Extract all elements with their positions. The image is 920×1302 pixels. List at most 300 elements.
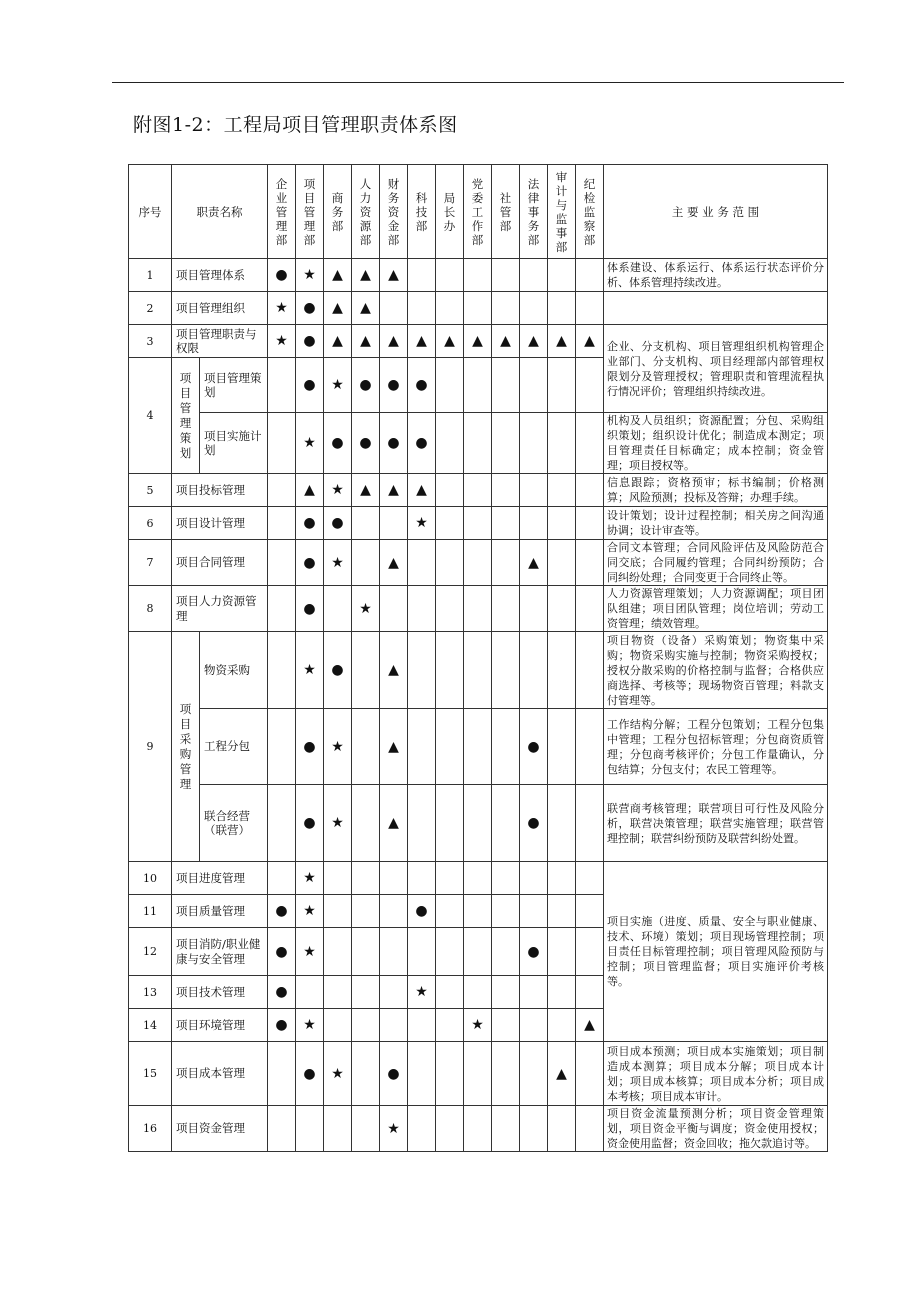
mark-cell xyxy=(464,413,492,474)
row-name: 项目消防/职业健康与安全管理 xyxy=(172,928,268,976)
mark-cell xyxy=(352,1042,380,1106)
row-name: 项目管理体系 xyxy=(172,259,268,292)
mark-cell xyxy=(520,976,548,1009)
row-scope: 人力资源管理策划；人力资源调配；项目团队组建；项目团队管理；岗位培训；劳动工资管理；绩效管理。 xyxy=(604,586,828,632)
mark-cell xyxy=(380,292,408,325)
mark-cell xyxy=(296,976,324,1009)
mark-cell xyxy=(324,586,352,632)
row-name: 项目质量管理 xyxy=(172,895,268,928)
mark-cell xyxy=(548,259,576,292)
mark-cell xyxy=(268,862,296,895)
row-seq: 5 xyxy=(129,474,172,507)
mark-cell xyxy=(576,862,604,895)
mark-cell: ▲ xyxy=(380,709,408,785)
mark-cell xyxy=(464,507,492,540)
header-scope: 主 要 业 务 范 围 xyxy=(604,165,828,259)
mark-cell xyxy=(436,1042,464,1106)
mark-cell: ● xyxy=(520,709,548,785)
mark-cell: ▲ xyxy=(548,325,576,358)
header-dept: 财 务 资 金 部 xyxy=(380,165,408,259)
mark-cell xyxy=(492,785,520,862)
mark-cell xyxy=(464,976,492,1009)
table-row xyxy=(129,413,828,474)
mark-cell xyxy=(492,862,520,895)
mark-cell xyxy=(492,507,520,540)
mark-cell xyxy=(520,586,548,632)
header-dept: 社 管 部 xyxy=(492,165,520,259)
row-scope: 项目成本预测；项目成本实施策划；项目制造成本测算；项目成本分解；项目成本计划；项目成本核算；项目成本分析；项目成本考核；项目成本审计。 xyxy=(604,1042,828,1106)
table-row xyxy=(129,325,828,358)
table-row xyxy=(129,862,828,895)
mark-cell xyxy=(408,540,436,586)
mark-cell: ● xyxy=(324,413,352,474)
mark-cell: ★ xyxy=(464,1009,492,1042)
mark-cell xyxy=(520,895,548,928)
mark-cell: ● xyxy=(408,413,436,474)
mark-cell xyxy=(576,413,604,474)
row-scope xyxy=(604,292,828,325)
row-seq: 16 xyxy=(129,1106,172,1152)
mark-cell xyxy=(324,895,352,928)
mark-cell: ★ xyxy=(324,540,352,586)
row-name: 项目投标管理 xyxy=(172,474,268,507)
mark-cell xyxy=(268,709,296,785)
mark-cell xyxy=(268,785,296,862)
mark-cell xyxy=(492,259,520,292)
mark-cell xyxy=(436,292,464,325)
page-title: 附图1-2：工程局项目管理职责体系图 xyxy=(133,114,458,136)
mark-cell xyxy=(520,358,548,413)
mark-cell xyxy=(464,709,492,785)
mark-cell xyxy=(492,586,520,632)
row-scope: 项目物资（设备）采购策划；物资集中采购；物资采购实施与控制；物资采购授权；授权分散采购的价格控制与监督；合格供应商选择、考核等；现场物资百管理；料款支付管理等。 xyxy=(604,632,828,709)
mark-cell xyxy=(268,1106,296,1152)
mark-cell: ▲ xyxy=(576,1009,604,1042)
row-scope: 机构及人员组织；资源配置；分包、采购组织策划；组织设计优化；制造成本测定；项目管理责任目标确定；成本控制；资金管理；项目授权等。 xyxy=(604,413,828,474)
mark-cell xyxy=(520,632,548,709)
mark-cell: ● xyxy=(352,358,380,413)
mark-cell: ★ xyxy=(296,862,324,895)
header-duty: 职责名称 xyxy=(172,165,268,259)
mark-cell xyxy=(380,507,408,540)
table-row xyxy=(129,292,828,325)
mark-cell xyxy=(520,507,548,540)
mark-cell xyxy=(576,507,604,540)
mark-cell: ● xyxy=(296,325,324,358)
row-scope: 项目资金流量预测分析；项目资金管理策划，项目资金平衡与调度；资金使用授权；资金使用监督；资金回收；拖欠款追讨等。 xyxy=(604,1106,828,1152)
mark-cell xyxy=(492,709,520,785)
row-name: 项目管理组织 xyxy=(172,292,268,325)
row-name: 工程分包 xyxy=(200,709,268,785)
mark-cell xyxy=(268,413,296,474)
mark-cell xyxy=(352,785,380,862)
mark-cell xyxy=(576,785,604,862)
mark-cell: ★ xyxy=(324,1042,352,1106)
mark-cell xyxy=(548,474,576,507)
mark-cell: ● xyxy=(520,785,548,862)
mark-cell xyxy=(492,413,520,474)
mark-cell: ★ xyxy=(296,413,324,474)
mark-cell xyxy=(408,259,436,292)
mark-cell xyxy=(548,1106,576,1152)
mark-cell xyxy=(380,1009,408,1042)
mark-cell xyxy=(436,540,464,586)
mark-cell xyxy=(464,1042,492,1106)
mark-cell: ▲ xyxy=(380,474,408,507)
row-seq: 13 xyxy=(129,976,172,1009)
responsibility-matrix xyxy=(128,164,828,1152)
mark-cell xyxy=(576,540,604,586)
mark-cell: ★ xyxy=(408,976,436,1009)
mark-cell: ▲ xyxy=(408,325,436,358)
table-row xyxy=(129,709,828,785)
mark-cell: ▲ xyxy=(380,259,408,292)
mark-cell xyxy=(492,540,520,586)
mark-cell xyxy=(296,1106,324,1152)
mark-cell xyxy=(436,862,464,895)
mark-cell xyxy=(576,1042,604,1106)
mark-cell xyxy=(576,632,604,709)
mark-cell xyxy=(436,413,464,474)
mark-cell: ▲ xyxy=(352,474,380,507)
mark-cell: ● xyxy=(296,358,324,413)
mark-cell: ● xyxy=(296,785,324,862)
mark-cell xyxy=(436,1106,464,1152)
mark-cell xyxy=(324,928,352,976)
mark-cell xyxy=(408,709,436,785)
mark-cell: ★ xyxy=(324,358,352,413)
row-scope: 企业、分支机构、项目管理组织机构管理企业部门、分支机构、项目经理部内部管理权限划分及管理授权；管理职责和管理流程执行情况评价；管理组织持续改进。 xyxy=(604,325,828,413)
mark-cell: ★ xyxy=(380,1106,408,1152)
mark-cell: ● xyxy=(408,358,436,413)
mark-cell: ● xyxy=(268,1009,296,1042)
mark-cell: ★ xyxy=(296,1009,324,1042)
mark-cell xyxy=(352,540,380,586)
mark-cell xyxy=(576,709,604,785)
mark-cell xyxy=(492,895,520,928)
mark-cell: ▲ xyxy=(380,632,408,709)
row-seq: 10 xyxy=(129,862,172,895)
mark-cell xyxy=(436,928,464,976)
mark-cell: ● xyxy=(296,507,324,540)
mark-cell xyxy=(408,1106,436,1152)
row-name: 项目实施计划 xyxy=(200,413,268,474)
mark-cell xyxy=(268,474,296,507)
mark-cell xyxy=(548,928,576,976)
row-name: 项目管理策划 xyxy=(200,358,268,413)
table-row xyxy=(129,785,828,862)
mark-cell xyxy=(436,474,464,507)
mark-cell xyxy=(464,785,492,862)
mark-cell xyxy=(352,632,380,709)
mark-cell: ▲ xyxy=(464,325,492,358)
mark-cell xyxy=(576,928,604,976)
row-seq: 1 xyxy=(129,259,172,292)
mark-cell: ▲ xyxy=(352,259,380,292)
mark-cell xyxy=(576,895,604,928)
mark-cell xyxy=(352,895,380,928)
mark-cell: ● xyxy=(380,413,408,474)
row-seq: 8 xyxy=(129,586,172,632)
mark-cell xyxy=(520,862,548,895)
header-dept: 项 目 管 理 部 xyxy=(296,165,324,259)
row-name: 项目合同管理 xyxy=(172,540,268,586)
row-name: 项目技术管理 xyxy=(172,976,268,1009)
header-dept: 审 计 与 监 事 部 xyxy=(548,165,576,259)
mark-cell xyxy=(268,358,296,413)
group-label-procurement: 项 目 采 购 管 理 xyxy=(172,632,200,862)
mark-cell xyxy=(464,540,492,586)
mark-cell: ● xyxy=(324,507,352,540)
mark-cell: ★ xyxy=(296,928,324,976)
mark-cell xyxy=(436,709,464,785)
mark-cell: ● xyxy=(380,358,408,413)
table-row xyxy=(129,632,828,709)
row-scope: 体系建设、体系运行、体系运行状态评价分析、体系管理持续改进。 xyxy=(604,259,828,292)
mark-cell xyxy=(492,632,520,709)
mark-cell: ★ xyxy=(296,895,324,928)
mark-cell xyxy=(380,586,408,632)
mark-cell: ★ xyxy=(324,474,352,507)
mark-cell: ● xyxy=(296,586,324,632)
mark-cell xyxy=(464,292,492,325)
mark-cell: ▲ xyxy=(352,325,380,358)
mark-cell: ★ xyxy=(352,586,380,632)
row-seq: 9 xyxy=(129,632,172,862)
row-name: 项目进度管理 xyxy=(172,862,268,895)
mark-cell xyxy=(352,709,380,785)
row-name: 项目管理职责与权限 xyxy=(172,325,268,358)
mark-cell xyxy=(492,358,520,413)
mark-cell: ▲ xyxy=(324,259,352,292)
mark-cell xyxy=(548,292,576,325)
row-name: 联合经营（联营） xyxy=(200,785,268,862)
row-seq: 3 xyxy=(129,325,172,358)
mark-cell xyxy=(436,895,464,928)
row-name: 物资采购 xyxy=(200,632,268,709)
mark-cell xyxy=(408,1009,436,1042)
row-name: 项目成本管理 xyxy=(172,1042,268,1106)
mark-cell: ▲ xyxy=(324,292,352,325)
mark-cell xyxy=(492,1009,520,1042)
row-scope: 工作结构分解；工程分包策划；工程分包集中管理；工程分包招标管理；分包商资质管理；分包商考核评价；分包工作量确认，分包结算；分包支付；农民工管理等。 xyxy=(604,709,828,785)
mark-cell xyxy=(464,474,492,507)
mark-cell: ▲ xyxy=(436,325,464,358)
mark-cell xyxy=(576,259,604,292)
mark-cell: ★ xyxy=(296,259,324,292)
header-dept: 法 律 事 务 部 xyxy=(520,165,548,259)
mark-cell xyxy=(436,1009,464,1042)
table-row xyxy=(129,586,828,632)
row-scope: 设计策划；设计过程控制；相关房之间沟通协调；设计审查等。 xyxy=(604,507,828,540)
mark-cell xyxy=(576,586,604,632)
row-seq: 11 xyxy=(129,895,172,928)
mark-cell: ★ xyxy=(324,709,352,785)
row-scope: 项目实施（进度、质量、安全与职业健康、技术、环境）策划；项目现场管理控制；项目责任目标管理控制；项目管理风险预防与控制；项目管理监督；项目实施评价考核等。 xyxy=(604,862,828,1042)
mark-cell: ● xyxy=(268,895,296,928)
table-row xyxy=(129,507,828,540)
mark-cell xyxy=(268,540,296,586)
table-row xyxy=(129,259,828,292)
row-seq: 12 xyxy=(129,928,172,976)
mark-cell xyxy=(352,1009,380,1042)
mark-cell xyxy=(408,928,436,976)
header-dept: 党 委 工 作 部 xyxy=(464,165,492,259)
mark-cell xyxy=(548,862,576,895)
mark-cell xyxy=(352,928,380,976)
mark-cell xyxy=(576,358,604,413)
mark-cell xyxy=(464,1106,492,1152)
mark-cell: ▲ xyxy=(296,474,324,507)
mark-cell xyxy=(548,785,576,862)
row-seq: 6 xyxy=(129,507,172,540)
mark-cell: ▲ xyxy=(380,325,408,358)
mark-cell: ● xyxy=(296,1042,324,1106)
row-seq: 7 xyxy=(129,540,172,586)
row-seq: 14 xyxy=(129,1009,172,1042)
mark-cell xyxy=(436,507,464,540)
mark-cell xyxy=(408,785,436,862)
mark-cell: ● xyxy=(520,928,548,976)
mark-cell xyxy=(492,1042,520,1106)
mark-cell xyxy=(464,632,492,709)
mark-cell: ▲ xyxy=(576,325,604,358)
mark-cell xyxy=(492,474,520,507)
mark-cell xyxy=(436,586,464,632)
mark-cell: ▲ xyxy=(380,540,408,586)
mark-cell xyxy=(268,632,296,709)
table-row xyxy=(129,1042,828,1106)
mark-cell: ● xyxy=(296,540,324,586)
row-name: 项目环境管理 xyxy=(172,1009,268,1042)
mark-cell: ★ xyxy=(408,507,436,540)
mark-cell: ● xyxy=(296,709,324,785)
mark-cell: ● xyxy=(268,259,296,292)
mark-cell xyxy=(548,632,576,709)
mark-cell: ▲ xyxy=(380,785,408,862)
mark-cell: ★ xyxy=(324,785,352,862)
mark-cell xyxy=(548,413,576,474)
mark-cell xyxy=(352,862,380,895)
mark-cell: ▲ xyxy=(352,292,380,325)
mark-cell xyxy=(492,976,520,1009)
mark-cell: ▲ xyxy=(324,325,352,358)
mark-cell xyxy=(576,1106,604,1152)
mark-cell xyxy=(520,1042,548,1106)
mark-cell xyxy=(436,259,464,292)
mark-cell xyxy=(380,976,408,1009)
row-seq: 4 xyxy=(129,358,172,474)
mark-cell xyxy=(548,1009,576,1042)
mark-cell xyxy=(576,976,604,1009)
mark-cell xyxy=(464,586,492,632)
header-dept: 科 技 部 xyxy=(408,165,436,259)
mark-cell xyxy=(548,586,576,632)
header-dept: 局 长 办 xyxy=(436,165,464,259)
header-dept: 人 力 资 源 部 xyxy=(352,165,380,259)
mark-cell xyxy=(436,785,464,862)
table-row xyxy=(129,1106,828,1152)
table-row xyxy=(129,540,828,586)
mark-cell xyxy=(548,358,576,413)
mark-cell xyxy=(352,1106,380,1152)
mark-cell xyxy=(436,976,464,1009)
mark-cell xyxy=(324,1106,352,1152)
header-seq: 序号 xyxy=(129,165,172,259)
mark-cell xyxy=(408,586,436,632)
mark-cell xyxy=(408,292,436,325)
row-name: 项目设计管理 xyxy=(172,507,268,540)
mark-cell xyxy=(464,928,492,976)
mark-cell: ▲ xyxy=(408,474,436,507)
header-dept: 纪 检 监 察 部 xyxy=(576,165,604,259)
mark-cell xyxy=(324,976,352,1009)
mark-cell xyxy=(492,292,520,325)
mark-cell xyxy=(380,862,408,895)
mark-cell xyxy=(576,292,604,325)
mark-cell: ★ xyxy=(296,632,324,709)
mark-cell: ★ xyxy=(268,292,296,325)
mark-cell xyxy=(408,1042,436,1106)
mark-cell xyxy=(464,259,492,292)
mark-cell xyxy=(436,632,464,709)
mark-cell xyxy=(576,474,604,507)
mark-cell xyxy=(520,1106,548,1152)
header-dept: 企 业 管 理 部 xyxy=(268,165,296,259)
mark-cell xyxy=(520,474,548,507)
mark-cell: ▲ xyxy=(548,1042,576,1106)
mark-cell: ▲ xyxy=(520,325,548,358)
mark-cell: ● xyxy=(408,895,436,928)
mark-cell: ● xyxy=(352,413,380,474)
mark-cell xyxy=(268,1042,296,1106)
row-scope: 联营商考核管理；联营项目可行性及风险分析，联营决策管理；联营实施管理；联营管理控制；联营纠纷预防及联营纠纷处置。 xyxy=(604,785,828,862)
mark-cell: ★ xyxy=(268,325,296,358)
mark-cell xyxy=(324,862,352,895)
mark-cell xyxy=(436,358,464,413)
mark-cell xyxy=(352,976,380,1009)
mark-cell: ● xyxy=(268,976,296,1009)
mark-cell xyxy=(408,632,436,709)
mark-cell xyxy=(380,928,408,976)
row-name: 项目资金管理 xyxy=(172,1106,268,1152)
mark-cell xyxy=(268,586,296,632)
row-scope: 信息跟踪；资格预审；标书编制；价格测算；风险预测；投标及答辩；办理手续。 xyxy=(604,474,828,507)
mark-cell xyxy=(464,862,492,895)
mark-cell xyxy=(548,540,576,586)
mark-cell xyxy=(464,358,492,413)
mark-cell xyxy=(548,895,576,928)
mark-cell: ● xyxy=(380,1042,408,1106)
mark-cell xyxy=(548,507,576,540)
row-scope: 合同文本管理；合同风险评估及风险防范合同交底；合同履约管理；合同纠纷预防；合同纠纷处理；合同变更于合同终止等。 xyxy=(604,540,828,586)
mark-cell xyxy=(520,259,548,292)
mark-cell xyxy=(324,1009,352,1042)
mark-cell xyxy=(548,976,576,1009)
mark-cell xyxy=(520,413,548,474)
mark-cell: ▲ xyxy=(520,540,548,586)
mark-cell: ● xyxy=(268,928,296,976)
mark-cell xyxy=(492,928,520,976)
row-seq: 2 xyxy=(129,292,172,325)
row-name: 项目人力资源管理 xyxy=(172,586,268,632)
mark-cell xyxy=(492,1106,520,1152)
row-seq: 15 xyxy=(129,1042,172,1106)
mark-cell xyxy=(352,507,380,540)
mark-cell xyxy=(268,507,296,540)
mark-cell xyxy=(548,709,576,785)
mark-cell: ● xyxy=(296,292,324,325)
